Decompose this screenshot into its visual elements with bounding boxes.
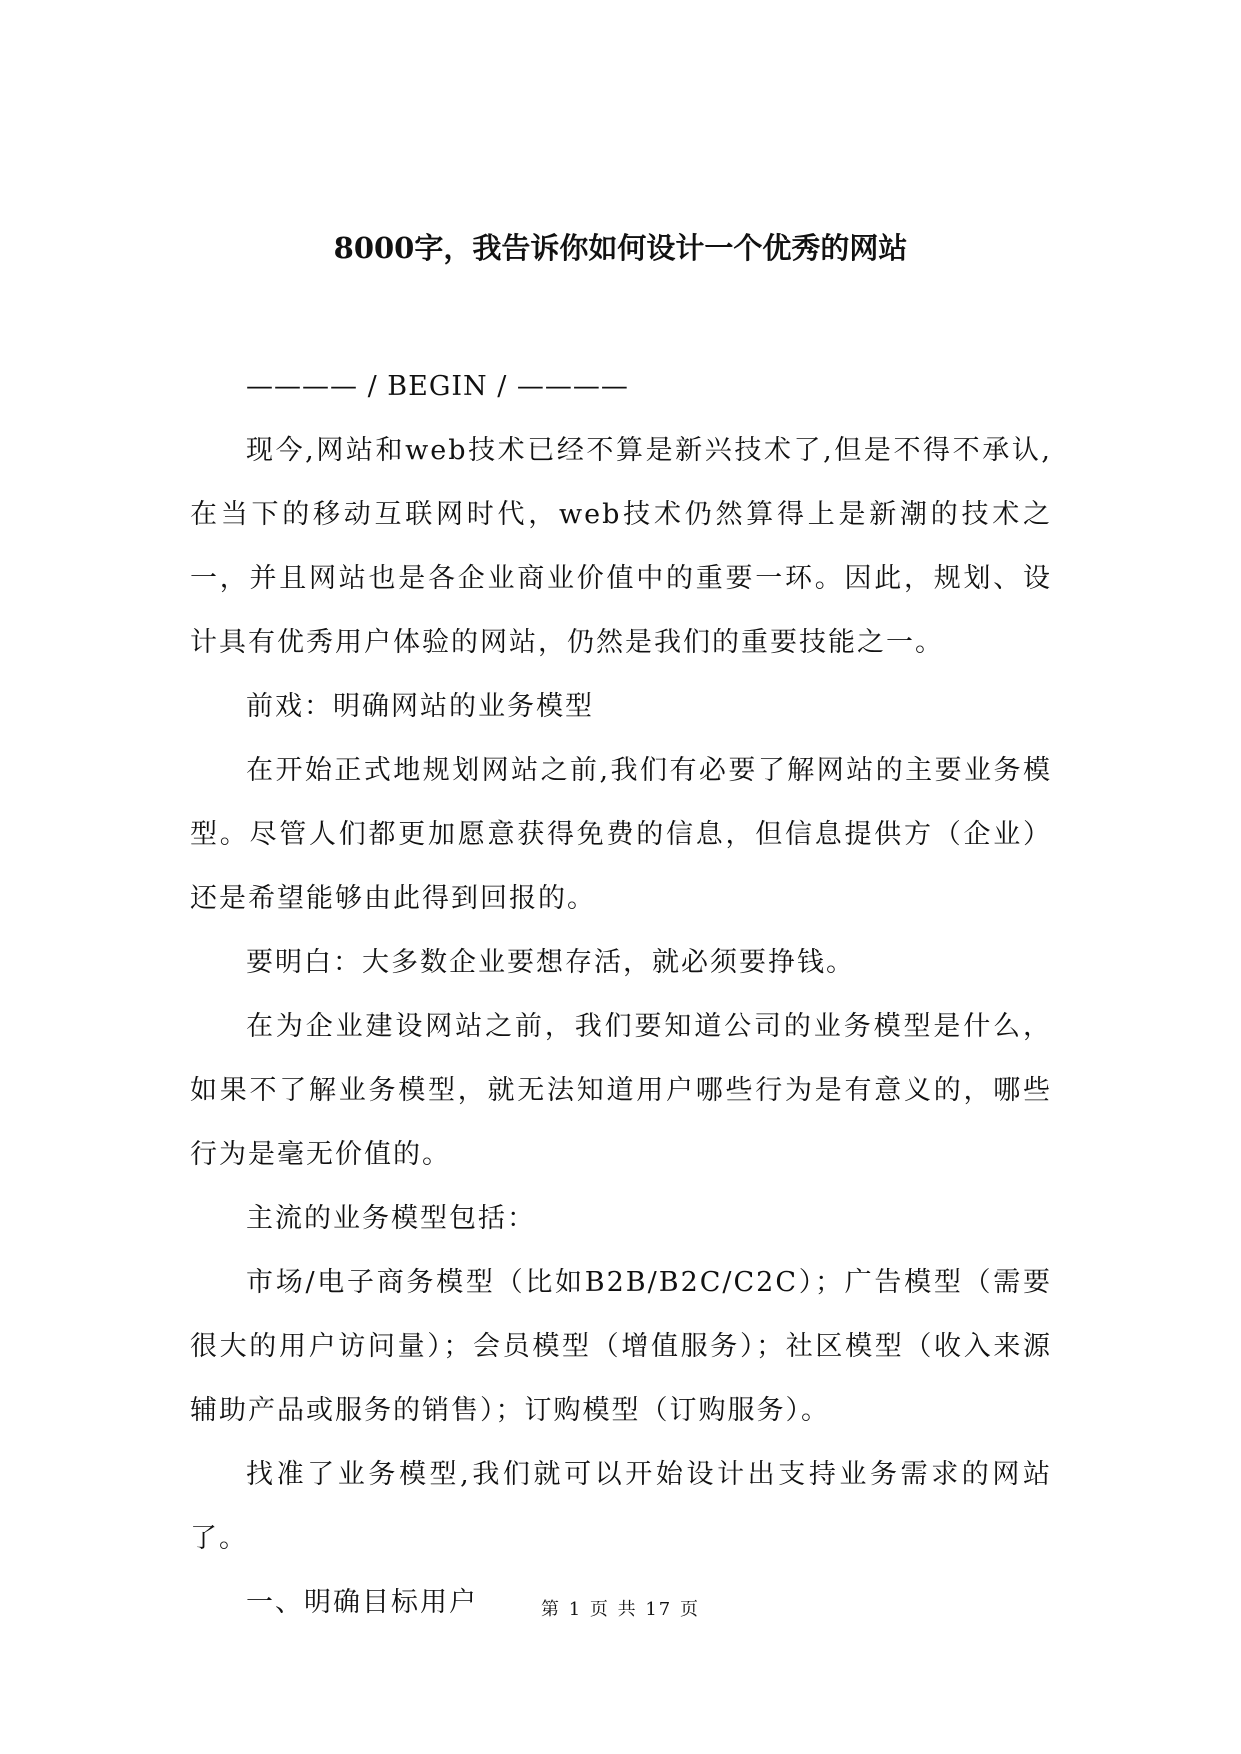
paragraph-intro: 现今,网站和web技术已经不算是新兴技术了,但是不得不承认,在当下的移动互联网时代，web技术仍然算得上是新潮的技术之一，并且网站也是各企业商业价值中的重要一环。因此，规划、设计具有优秀用户体验的网站，仍然是我们的重要技能之一。 — [190, 435, 1052, 658]
section-heading-target-users: 一、明确目标用户 — [246, 1587, 478, 1618]
paragraph-make-money: 要明白：大多数企业要想存活，就必须要挣钱。 — [246, 947, 855, 978]
begin-divider: ———— / BEGIN / ———— — [246, 371, 629, 402]
paragraph-design-site: 找准了业务模型,我们就可以开始设计出支持业务需求的网站了。 — [190, 1459, 1052, 1554]
document-body — [190, 355, 1052, 1635]
document-title: 8000字，我告诉你如何设计一个优秀的网站 — [333, 231, 908, 265]
paragraph-models-include: 主流的业务模型包括： — [246, 1203, 536, 1234]
paragraph-know-model: 在为企业建设网站之前，我们要知道公司的业务模型是什么，如果不了解业务模型，就无法知道用户哪些行为是有意义的，哪些行为是毫无价值的。 — [190, 1011, 1052, 1170]
paragraph-business-model: 在开始正式地规划网站之前,我们有必要了解网站的主要业务模型。尽管人们都更加愿意获得免费的信息，但信息提供方（企业）还是希望能够由此得到回报的。 — [190, 755, 1052, 914]
page-footer: 第 1 页 共 17 页 — [541, 1599, 700, 1620]
paragraph-model-list: 市场/电子商务模型（比如B2B/B2C/C2C）；广告模型（需要很大的用户访问量）；会员模型（增值服务）；社区模型（收入来源辅助产品或服务的销售）；订购模型（订购服务）。 — [190, 1267, 1052, 1426]
section-heading-business-model: 前戏：明确网站的业务模型 — [246, 691, 594, 722]
